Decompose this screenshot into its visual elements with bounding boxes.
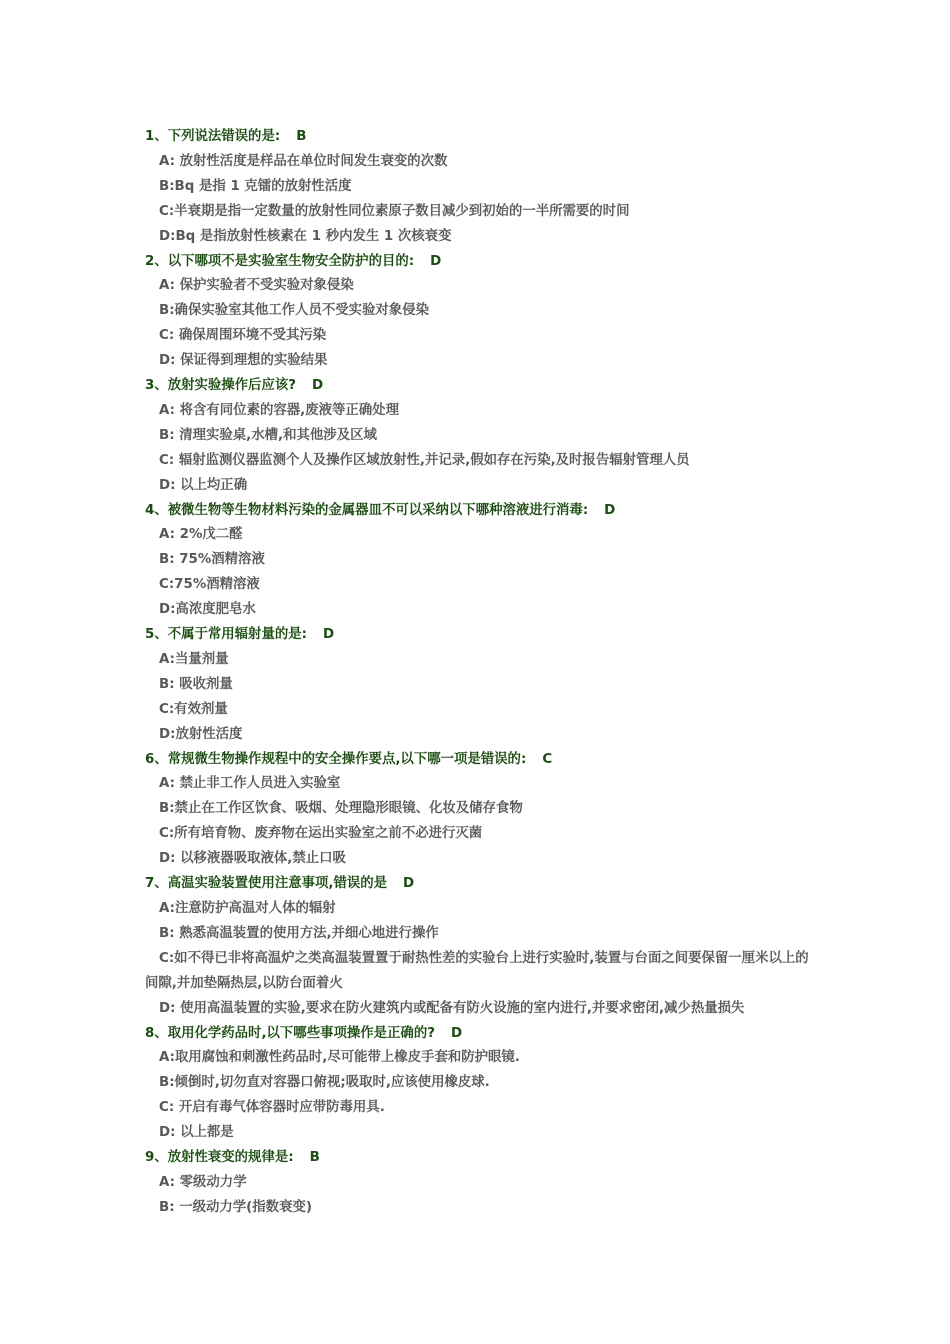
- answer-option: A: 零级动力学: [159, 1174, 247, 1190]
- question-title: [145, 125, 815, 150]
- question-answer: B: [309, 1150, 320, 1166]
- document-body: [145, 125, 815, 1221]
- answer-option: D:放射性活度: [159, 726, 243, 742]
- question-answer: D: [312, 378, 324, 394]
- answer-option: C: 辐射监测仪器监测个人及操作区域放射性,并记录,假如存在污染,及时报告辐射管理人员: [159, 452, 690, 468]
- answer-option: B: 清理实验桌,水槽,和其他涉及区域: [159, 427, 377, 443]
- answer-option: D:高浓度肥皂水: [159, 602, 256, 618]
- answer-option: C:半衰期是指一定数量的放射性同位素原子数目减少到初始的一半所需要的时间: [159, 203, 630, 219]
- question-answer: C: [542, 751, 553, 767]
- answer-option: D: 以移液器吸取液体,禁止口吸: [159, 851, 346, 867]
- answer-option: C: 开启有毒气体容器时应带防毒用具.: [159, 1100, 385, 1116]
- answer-option: C:所有培育物、废弃物在运出实验室之前不必进行灭菌: [159, 826, 483, 842]
- answer-option: D: 以上均正确: [159, 477, 248, 493]
- question-text: 6、常规微生物操作规程中的安全操作要点,以下哪一项是错误的:: [145, 751, 527, 767]
- answer-option: D: 以上都是: [159, 1125, 234, 1141]
- question-title: [145, 623, 815, 648]
- answer-option: B: 吸收剂量: [159, 676, 233, 692]
- question-text: 4、被微生物等生物材料污染的金属器皿不可以采纳以下哪种溶液进行消毒:: [145, 502, 589, 518]
- answer-option: B:倾倒时,切勿直对容器口俯视;吸取时,应该使用橡皮球.: [159, 1075, 490, 1091]
- question-text: 2、以下哪项不是实验室生物安全防护的目的:: [145, 253, 415, 269]
- question-title: [145, 1022, 815, 1047]
- answer-option: B: 一级动力学(指数衰变): [159, 1199, 312, 1215]
- question-answer: D: [403, 876, 415, 892]
- answer-option: D: 使用高温装置的实验,要求在防火建筑内或配备有防火设施的室内进行,并要求密闭,减少热量损失: [159, 1000, 745, 1016]
- question-title: [145, 748, 815, 773]
- question-text: 3、放射实验操作后应该?: [145, 378, 296, 394]
- answer-option: B: 75%酒精溶液: [159, 552, 265, 568]
- answer-option: A:当量剂量: [159, 651, 229, 667]
- question-text: 1、下列说法错误的是:: [145, 129, 281, 144]
- question-title: [145, 872, 815, 897]
- answer-option: B:确保实验室其他工作人员不受实验对象侵染: [159, 303, 429, 319]
- answer-option: A: 放射性活度是样品在单位时间发生衰变的次数: [159, 153, 448, 169]
- answer-option: C:如不得已非将高温炉之类高温装置置于耐热性差的实验台上进行实验时,装置与台面之间要保留一厘米以上的间隙,并加垫隔热层,以防台面着火: [145, 950, 809, 991]
- answer-option: C:有效剂量: [159, 701, 228, 717]
- answer-option: A: 2%戊二醛: [159, 527, 243, 543]
- answer-option: A:取用腐蚀和刺激性药品时,尽可能带上橡皮手套和防护眼镜.: [159, 1050, 520, 1066]
- question-title: [145, 250, 815, 275]
- question-text: 7、高温实验装置使用注意事项,错误的是: [145, 876, 388, 892]
- question-title: [145, 374, 815, 399]
- answer-option: C:75%酒精溶液: [159, 577, 260, 593]
- answer-option: C: 确保周围环境不受其污染: [159, 328, 327, 344]
- question-title: [145, 1146, 815, 1171]
- question-title: [145, 499, 815, 524]
- question-answer: D: [450, 1025, 463, 1041]
- answer-option: B:禁止在工作区饮食、吸烟、处理隐形眼镜、化妆及储存食物: [159, 801, 523, 817]
- answer-option: B:Bq 是指 1 克镭的放射性活度: [159, 178, 352, 194]
- answer-option: D:Bq 是指放射性核素在 1 秒内发生 1 次核衰变: [159, 228, 452, 244]
- answer-option: A:注意防护高温对人体的辐射: [159, 900, 336, 916]
- question-answer: D: [430, 253, 442, 269]
- answer-option: A: 将含有同位素的容器,废液等正确处理: [159, 402, 399, 418]
- question-answer: B: [296, 129, 307, 144]
- question-text: 8、取用化学药品时,以下哪些事项操作是正确的?: [145, 1025, 435, 1041]
- question-text: 9、放射性衰变的规律是:: [145, 1150, 294, 1166]
- question-answer: D: [322, 627, 335, 643]
- answer-option: D: 保证得到理想的实验结果: [159, 353, 328, 369]
- question-answer: D: [604, 502, 616, 518]
- question-text: 5、不属于常用辐射量的是:: [145, 627, 307, 643]
- answer-option: A: 保护实验者不受实验对象侵染: [159, 278, 354, 294]
- answer-option: B: 熟悉高温装置的使用方法,并细心地进行操作: [159, 925, 439, 941]
- answer-option: A: 禁止非工作人员进入实验室: [159, 776, 341, 792]
